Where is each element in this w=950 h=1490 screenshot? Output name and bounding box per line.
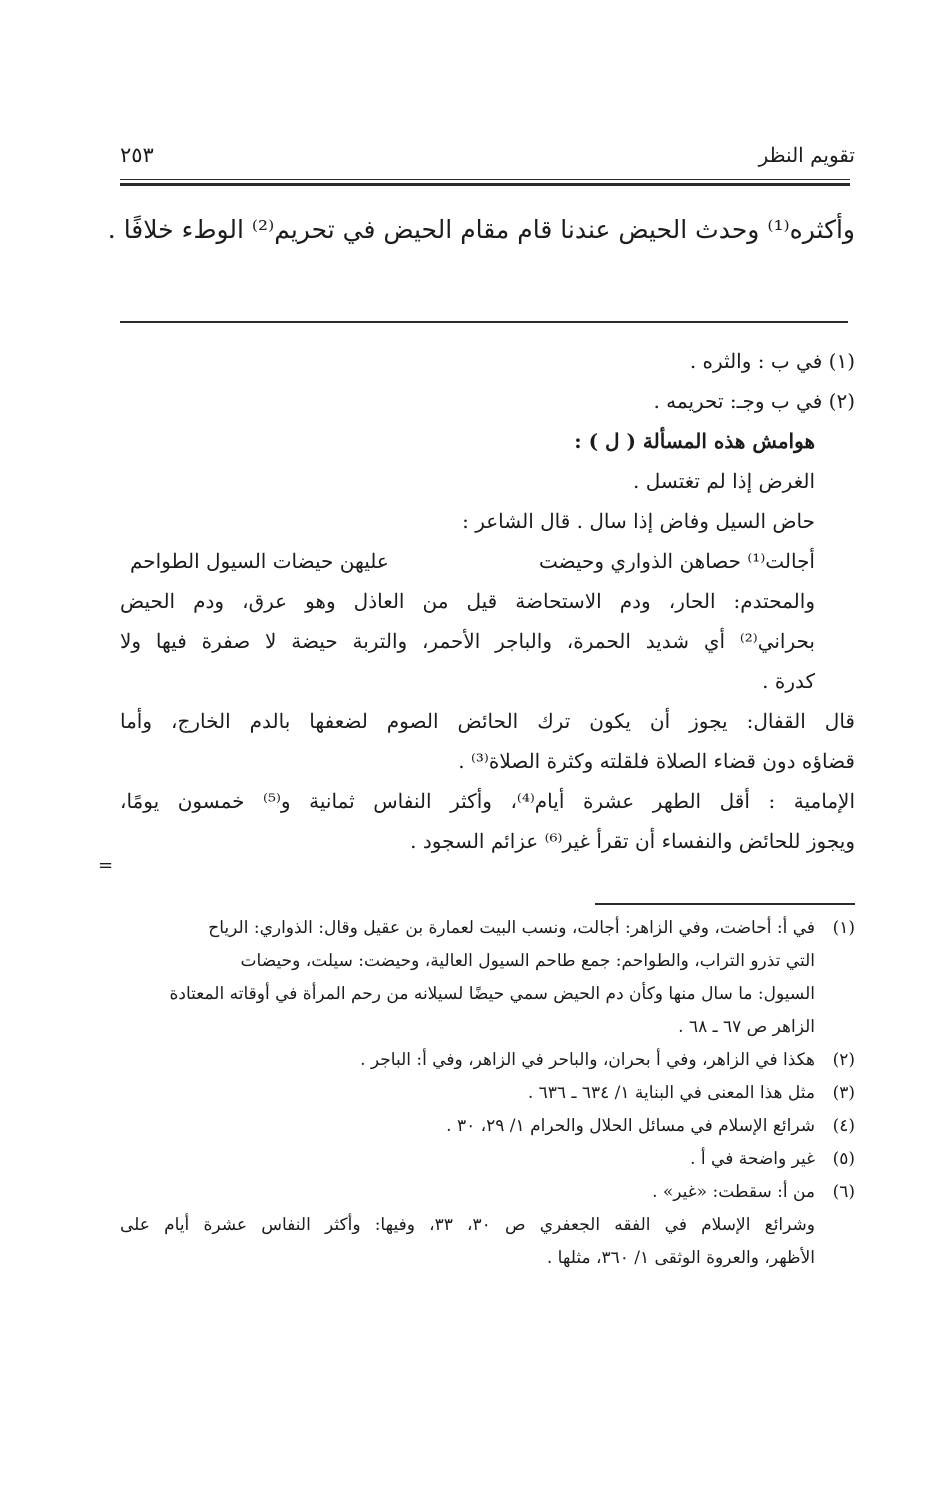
footnote-4: (٤)شرائع الإسلام في مسائل الحلال والحرام ١/ ٢٩، ٣٠ . [120,1110,855,1143]
poetry-verse [120,541,855,581]
footnote-number: (٥) [832,1149,855,1169]
verse-first-hemistich: أجالت⁽¹⁾ حصاهن الذواري وحيضت [539,549,815,573]
footnote-number: (١) [832,918,855,938]
running-header-title: تقويم النظر [758,143,855,167]
margin-heading: هوامش هذه المسألة ( ل ) : [574,429,815,453]
footnote-number: (٢) [832,1050,855,1070]
para-qaffal-line-2: قضاؤه دون قضاء الصلاة فلقلته وكثرة الصلاة⁽³⁾ . [458,749,855,773]
footnote-number: (٤) [832,1116,855,1136]
footnote-number: (٦) [832,1182,855,1202]
header-rule-thin [120,179,850,180]
note-1: (١) في ب : والثره . [689,349,855,373]
para-imamiya-line-1: الإمامية : أقل الطهر عشرة أيام⁽⁴⁾، وأكثر النفاس ثمانية و⁽⁵⁾ خمسون يومًا، [120,789,856,813]
footnotes-block [120,912,855,1275]
footnote-separator [595,903,855,905]
footnote-3: (٣)مثل هذا المعنى في البناية ١/ ٦٣٤ ـ ٦٣٦ . [120,1077,855,1110]
footnote-1-line-4: الزاهر ص ٦٧ ـ ٦٨ . [678,1017,815,1037]
page-number: ٢٥٣ [120,143,154,167]
header-rule-thick [120,183,850,186]
footnote-1-line-1: (١)في أ: أحاضت، وفي الزاهر: أجالت، ونسب البيت لعمارة بن عقيل وقال: الذواري: الرياح [120,912,855,945]
para-mohtadam-line-2: بحراني⁽²⁾ أي شديد الحمرة، والباجر الأحمر، والتربة حيضة لا صفرة فيها ولا [120,629,815,653]
main-text-separator [120,321,848,323]
footnote-1-line-2: التي تذرو التراب، والطواحم: جمع طاحم السيول العالية، وحيضت: سيلت، وحيضات [240,951,815,971]
closing-line-2: الأظهر، والعروة الوثقى ١/ ٣٦٠، مثلها . [546,1248,815,1268]
footnote-6: (٦)من أ: سقطت: «غير» . [120,1176,855,1209]
margin-mark: = [98,855,114,876]
verse-second-hemistich: عليهن حيضات السيول الطواحم [130,549,389,573]
para-qaffal-line-1: قال القفال: يجوز أن يكون ترك الحائض الصوم لضعفها بالدم الخارج، وأما [120,709,855,733]
footnote-number: (٣) [832,1083,855,1103]
main-text-line: وأكثره⁽¹⁾ وحدث الحيض عندنا قام مقام الحيض في تحريم⁽²⁾ الوطء خلافًا . [107,215,855,244]
footnote-5: (٥)غير واضحة في أ . [120,1143,855,1176]
footnote-1-line-3: السيول: ما سال منها وكأن دم الحيض سمي حيضًا لسيلانه من رحم المرأة في أوقاته المعتادة [169,984,815,1004]
notes-block [120,341,855,861]
para-mohtadam-line-3: كدرة . [762,669,815,693]
para-mohtadam-line-1: والمحتدم: الحار، ودم الاستحاضة قيل من العاذل وهو عرق، ودم الحيض [120,589,815,613]
gloss-line-1: الغرض إذا لم تغتسل . [633,469,815,493]
closing-line-1: وشرائع الإسلام في الفقه الجعفري ص ٣٠، ٣٣، وفيها: وأكثر النفاس عشرة أيام على [120,1215,815,1235]
note-2: (٢) في ب وجـ: تحريمه . [653,389,855,413]
gloss-line-2: حاض السيل وفاض إذا سال . قال الشاعر : [462,509,815,533]
para-imamiya-line-2: ويجوز للحائض والنفساء أن تقرأ غير⁽⁶⁾ عزائم السجود . [410,829,855,853]
footnote-2: (٢)هكذا في الزاهر، وفي أ بحران، والباحر في الزاهر، وفي أ: الباجر . [120,1044,855,1077]
